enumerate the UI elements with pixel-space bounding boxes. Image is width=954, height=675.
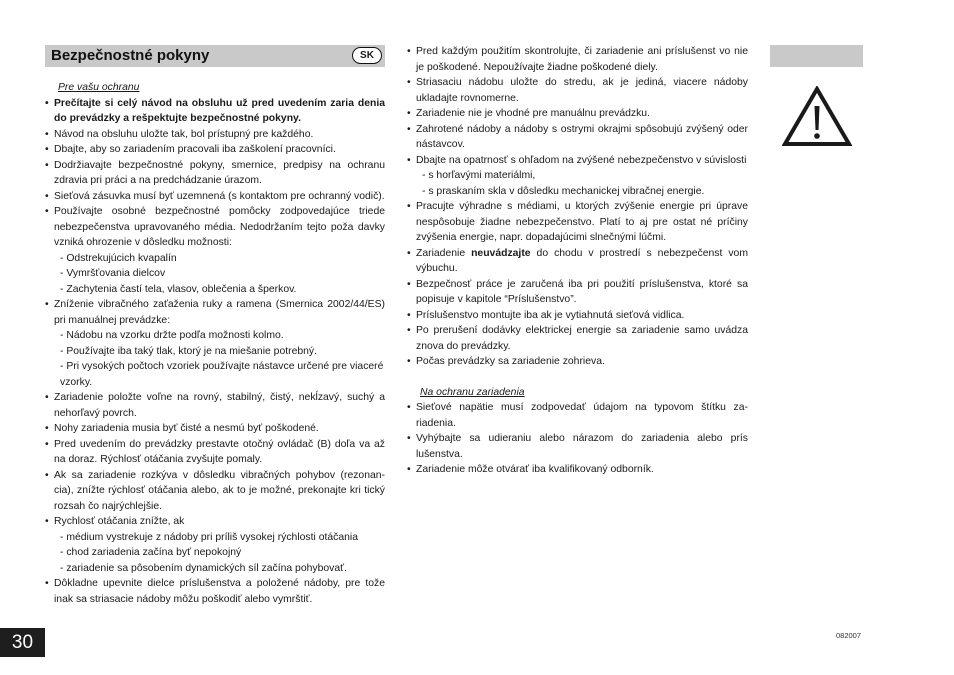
list-item: • Vyhýbajte sa udieraniu alebo nárazom do zariadenia alebo prís lušenstva. [407, 431, 748, 462]
list-item: • Príslušenstvo montujte iba ak je vytiahnutá sieťová vidlica. [407, 308, 748, 324]
emphasis-text: neuvádzajte [471, 247, 531, 259]
sub-list-item: - médium vystrekuje z nádoby pri príliš vysokej rýchlosti otáčania [60, 531, 358, 543]
list-item: • Prečítajte si celý návod na obsluhu už pred uvedením zaria denia do prevádzky a rešpektujte bezpečnostné pokyny. [45, 96, 385, 127]
list-item: • Striasaciu nádobu uložte do stredu, ak je jediná, viacere nádoby ukladajte rovnomerne. [407, 75, 748, 106]
sub-list-item: - zariadenie sa pôsobením dynamických síl začína pohybovať. [60, 562, 347, 574]
list-item: • Počas prevádzky sa zariadenie zohrieva. [407, 354, 748, 370]
sub-list-item: - Zachytenia častí tela, vlasov, oblečenia a šperkov. [60, 283, 297, 295]
language-badge: SK [352, 47, 382, 64]
document-code: 082007 [836, 631, 862, 640]
section-header [45, 45, 385, 67]
sub-list-item: - s praskaním skla v dôsledku mechanickej vibračnej energie. [422, 185, 705, 197]
list-item: • Zariadenie nie je vhodné pre manuálnu prevádzku. [407, 106, 748, 122]
list-item: • Zníženie vibračného zaťaženia ruky a ramena (Smernica 2002/44/ES) pri manuálnej prevádzke: [45, 297, 385, 328]
spacer [407, 370, 748, 385]
sub-list-item: - Vymršťovania dielcov [60, 268, 166, 279]
sub-list-item: - chod zariadenia začína byť nepokojný [60, 547, 242, 558]
list-item: • Pracujte výhradne s médiami, u ktorých zvýšenie energie pri úprave nespôsobuje žiadne nebezpečenstvo. Platí to aj pre ostat né príčiny zvýšenia energie, napr. dopadajúcimi slnečnými lúčmi. [407, 199, 748, 246]
sub-list-item: - s horľavými materiálmi, [422, 170, 536, 181]
page-number: 30 [0, 628, 45, 657]
list-item: • Používajte osobné bezpečnostné pomôcky zodpovedajúce triede nebezpečenstva upravovaného média. Nedodržaním tejto poža davky vzniká ohrozenie v dôsledku možnosti: [45, 204, 385, 251]
list-item: • Dodržiavajte bezpečnostné pokyny, smernice, predpisy na ochranu zdravia pri práci a na predchádzanie úrazom. [45, 158, 385, 189]
list-item: • Sieťové napätie musí zodpovedať údajom na typovom štítku za- riadenia. [407, 400, 748, 431]
list-item: • Dbajte na opatrnosť s ohľadom na zvýšené nebezpečenstvo v súvislosti [407, 153, 748, 169]
list-item: • Ak sa zariadenie rozkýva v dôsledku vibračných pohybov (rezonan- cia), znížte rýchlosť otáčania alebo, ak to je možné, prekonajte kri tický rozsah čo najrýchlejšie. [45, 468, 385, 515]
list-item: • Sieťová zásuvka musí byť uzemnená (s kontaktom pre ochranný vodič). [45, 189, 385, 205]
list-item: • Pred každým použitím skontrolujte, či zariadenie ani príslušenst vo nie je poškodené. Nepoužívajte žiadne poškodené diely. [407, 44, 748, 75]
list-item: • Pred uvedením do prevádzky prestavte otočný ovládač (B) doľa va až na doraz. Rýchlosť otáčania zvyšujte pomaly. [45, 437, 385, 468]
list-item: • Po prerušení dodávky elektrickej energie sa zariadenie samo uvádza znova do prevádzky. [407, 323, 748, 354]
text-run: do chodu v prostredí s nebezpečenst vom výbuchu. [416, 247, 748, 274]
middle-column [407, 44, 748, 478]
list-item: • Zahrotené nádoby a nádoby s ostrymi okrajmi spôsobujú zvýšený oder nástavcov. [407, 122, 748, 153]
warning-triangle-icon [782, 86, 852, 153]
list-item: • Nohy zariadenia musia byť čisté a nesmú byť poškodené. [45, 421, 385, 437]
left-column [45, 80, 385, 607]
list-item: • Rychlosť otáčania znížte, ak [45, 514, 385, 530]
right-header-bar [770, 45, 863, 67]
sub-heading-protection: Pre vašu ochranu [58, 82, 140, 93]
list-item: • Návod na obsluhu uložte tak, bol prístupný pre každého. [45, 127, 385, 143]
sub-list-item: - Nádobu na vzorku držte podľa možnosti kolmo. [60, 330, 284, 341]
sub-list-item: - Odstrekujúcich kvapalín [60, 252, 177, 264]
list-item: • Dbajte, aby so zariadením pracovali iba zaškolení pracovníci. [45, 142, 385, 158]
sub-heading-device-protection: Na ochranu zariadenia [420, 386, 525, 398]
sub-list-item: - Používajte iba taký tlak, ktorý je na miešanie potrebný. [60, 345, 318, 357]
list-item: • Zariadenie môže otvárať iba kvalifikovaný odborník. [407, 462, 748, 478]
text-run: Zariadenie [416, 247, 472, 259]
list-item: • Bezpečnosť práce je zaručená iba pri použití príslušenstva, ktoré sa popisuje v kapitole “Príslušenstvo”. [407, 277, 748, 308]
list-item: • Zariadenie položte voľne na rovný, stabilný, čistý, nekĺzavý, suchý a nehorľavý povrch. [45, 390, 385, 421]
list-item: • Dôkladne upevnite dielce príslušenstva a položené nádoby, pre tože inak sa striasacie nádoby môžu poškodiť alebo vymrštiť. [45, 576, 385, 607]
section-title: Bezpečnostné pokyny [51, 47, 210, 64]
list-item [407, 246, 748, 277]
sub-list-item: - Pri vysokých počtoch vzoriek používajte nástavce určené pre viaceré vzorky. [60, 361, 384, 388]
